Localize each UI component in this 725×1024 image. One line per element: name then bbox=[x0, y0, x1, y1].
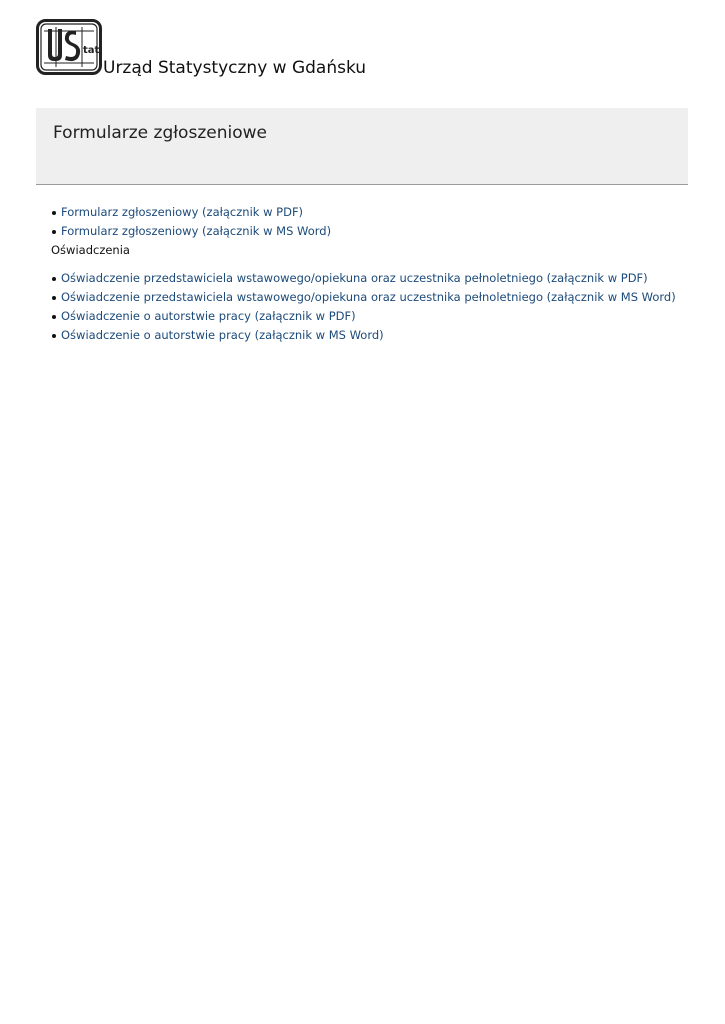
page-title-band bbox=[36, 108, 688, 185]
ustat-logo[interactable] bbox=[36, 19, 102, 75]
form-word-link[interactable]: Formularz zgłoszeniowy (załącznik w MS Word) bbox=[61, 224, 332, 238]
declaration-guardian-word-link[interactable]: Oświadczenie przedstawiciela wstawowego/opiekuna oraz uczestnika pełnoletniego (załącznik w MS Word) bbox=[61, 290, 676, 304]
declaration-guardian-pdf-link[interactable]: Oświadczenie przedstawiciela wstawowego/opiekuna oraz uczestnika pełnoletniego (załącznik w PDF) bbox=[61, 271, 648, 285]
declarations-list bbox=[51, 269, 691, 345]
svg-text:tat: tat bbox=[83, 45, 100, 56]
declaration-authorship-pdf-link[interactable]: Oświadczenie o autorstwie pracy (załącznik w PDF) bbox=[61, 309, 356, 323]
site-header bbox=[36, 19, 436, 81]
list-item bbox=[51, 222, 691, 241]
list-item bbox=[51, 288, 691, 307]
form-pdf-link[interactable]: Formularz zgłoszeniowy (załącznik w PDF) bbox=[61, 205, 304, 219]
forms-list bbox=[51, 203, 691, 241]
content bbox=[51, 203, 691, 345]
declaration-authorship-word-link[interactable]: Oświadczenie o autorstwie pracy (załącznik w MS Word) bbox=[61, 328, 384, 342]
list-item bbox=[51, 307, 691, 326]
list-item bbox=[51, 203, 691, 222]
site-title[interactable]: Urząd Statystyczny w Gdańsku bbox=[103, 58, 367, 78]
list-item bbox=[51, 326, 691, 345]
declarations-heading: Oświadczenia bbox=[51, 243, 130, 257]
list-item bbox=[51, 269, 691, 288]
page-title: Formularze zgłoszeniowe bbox=[53, 123, 267, 143]
